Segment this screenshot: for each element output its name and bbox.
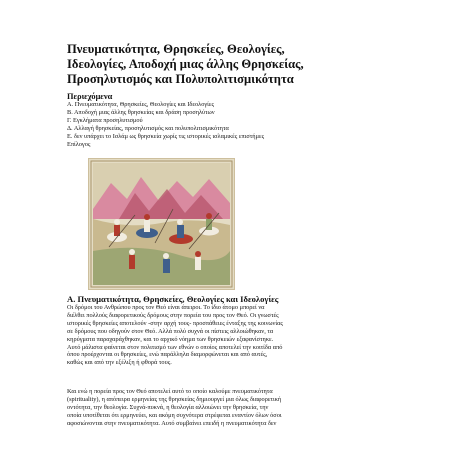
toc-heading: Περιεχόμενα [67,92,113,101]
paragraph-line: κηρύγματα παραχαράχθηκαν, και το αρχικό νόημα των θρησκειών εξαφανίστηκε. [67,335,274,343]
document-title [67,42,397,87]
table-of-contents [67,101,397,148]
miniature-painting-icon [89,159,234,289]
paragraph-line: διέλθει πολλούς διαφορετικούς δρόμους στην πορεία του προς τον Θεό. Οι γνωστές [67,311,279,319]
paragraph-line: όπου προέρχονται οι θρησκείες, ενώ παράλληλα διαμορφώνεται και από αυτές, [67,351,268,359]
paragraph-line: οντότητα, την θεολογία. Συχνά-πυκνά, η θεολογία αλλοιώνει την θρησκεία, την [67,403,269,411]
paragraph-line: Αυτό μάλιστα φαίνεται στον πολιτισμό των εθνών ο οποίος αποτελεί την κοιτίδα από [67,343,283,351]
paragraph-line: Οι δρόμοι του Ανθρώπου προς τον Θεό είναι άπειροι. Το ίδιο άτομο μπορεί να [67,304,265,311]
section-a-paragraph-1 [67,304,397,367]
section-a-paragraph-2 [67,388,397,428]
toc-item-e[interactable]: Ε. δεν υπάρχει το Ισλάμ ως θρησκεία χωρίς τις ιστορικές ισλαμικές επιστήμες [67,132,265,140]
paragraph-line: αφοσιώνονται στην πνευματικότητα. Αυτό συμβαίνει επειδή η πνευματικότητα δεν [67,419,277,427]
paragraph-line: ιστορικές θρησκείες αποτελούν -στην αρχή τους- προσπάθειες ένταξης της κοινωνίας [67,319,283,327]
title-line-3: Προσηλυτισμός και Πολυπολιτισμικότητα [67,72,294,86]
toc-item-c[interactable]: Γ. Εγκλήματα προσηλυτισμού [67,116,143,124]
paragraph-line: καθώς και από την εξέλιξη ή φθορά τους. [67,359,172,367]
toc-item-b[interactable]: Β. Αποδοχή μιας άλλης θρησκείας και δράση προσηλύτων [67,108,215,116]
toc-item-a[interactable]: Α. Πνευματικότητα, Θρησκείες, Θεολογίες και Ιδεολογίες [67,101,214,108]
toc-item-d[interactable]: Δ. Αλλαγή θρησκείας, προσηλυτισμός και πολυπολιτισμικότητα [67,124,229,132]
paragraph-line: Και ενώ η πορεία προς τον Θεό αποτελεί αυτό το οποίο καλούμε πνευματικότητα [67,388,273,395]
toc-item-epilogue[interactable]: Επίλογος [67,140,91,148]
paragraph-line: οποία υποτίθεται ότι ερμηνεύει, και ακόμη συχνότερα στρέφεται εναντίον όλων όσοι [67,411,282,419]
section-a-heading: Α. Πνευματικότητα, Θρησκείες, Θεολογίες και Ιδεολογίες [67,294,279,304]
title-line-2: Ιδεολογίες, Αποδοχή μιας άλλης Θρησκείας, [67,57,304,71]
title-line-1: Πνευματικότητα, Θρησκείες, Θεολογίες, [67,42,285,56]
paragraph-line: (spirituality), η απόπειρα ερμηνείας της θρησκείας δημιουργεί μια όλως διαφορετική [67,395,282,403]
persian-miniature-illustration [88,158,235,290]
paragraph-line: σε δρόμους που οδηγούν στον Θεό. Αλλά πολύ συχνά οι πίστεις αλλοιώθηκαν, τα [67,327,274,335]
